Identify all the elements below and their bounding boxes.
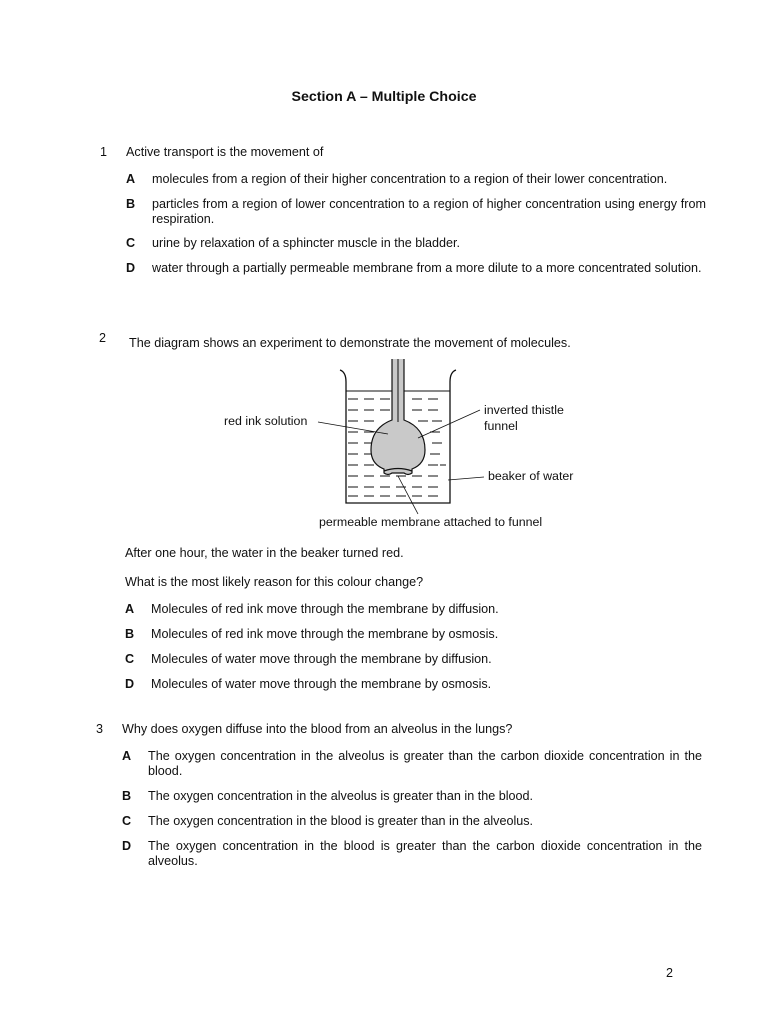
option-letter: D [122,839,132,853]
option-text: particles from a region of lower concentration to a region of higher concentration using energy from respiration. [152,197,706,226]
option-text: The oxygen concentration in the blood is greater than in the alveolus. [148,814,534,828]
page-number: 2 [666,966,674,980]
option-text: molecules from a region of their higher concentration to a region of their lower concentration. [152,172,668,186]
option-letter: A [122,749,132,763]
question-text: What is the most likely reason for this colour change? [125,575,424,589]
option-letter: D [126,261,136,275]
label-thistle-2: funnel [484,419,518,433]
label-membrane: permeable membrane attached to funnel [319,515,543,529]
observation-text: After one hour, the water in the beaker turned red. [125,546,404,560]
option-letter: B [125,627,135,641]
option-letter: C [126,236,136,250]
option-text: Molecules of red ink move through the membrane by diffusion. [151,602,499,616]
option-text: The oxygen concentration in the blood is greater than the carbon dioxide concentration in the alveolus. [148,839,702,868]
option-letter: C [125,652,135,666]
leader-beaker [448,477,484,480]
option-letter: C [122,814,132,828]
option-letter: A [125,602,135,616]
question-number: 2 [99,331,107,345]
option-text: The oxygen concentration in the alveolus is greater than in the blood. [148,789,534,803]
option-letter: A [126,172,136,186]
label-red-ink: red ink solution [224,414,308,428]
label-thistle-1: inverted thistle [484,403,564,417]
option-letter: B [126,197,136,211]
leader-membrane [398,476,418,514]
section-title: Section A – Multiple Choice [291,89,477,105]
leader-thistle [418,410,480,438]
question-stem: Active transport is the movement of [126,145,324,159]
label-beaker: beaker of water [488,469,574,483]
question-number: 3 [96,722,104,736]
question-stem: Why does oxygen diffuse into the blood from an alveolus in the lungs? [122,722,513,736]
option-text: water through a partially permeable membrane from a more dilute to a more concentrated solution. [152,261,702,275]
option-text: The oxygen concentration in the alveolus is greater than the carbon dioxide concentration in the blood. [148,749,702,778]
question-stem: The diagram shows an experiment to demonstrate the movement of molecules. [129,336,571,350]
option-letter: D [125,677,135,691]
question-number: 1 [100,145,108,159]
option-text: Molecules of water move through the membrane by osmosis. [151,677,492,691]
option-text: Molecules of red ink move through the membrane by osmosis. [151,627,499,641]
option-letter: B [122,789,132,803]
option-text: Molecules of water move through the membrane by diffusion. [151,652,492,666]
option-text: urine by relaxation of a sphincter muscle in the bladder. [152,236,461,250]
